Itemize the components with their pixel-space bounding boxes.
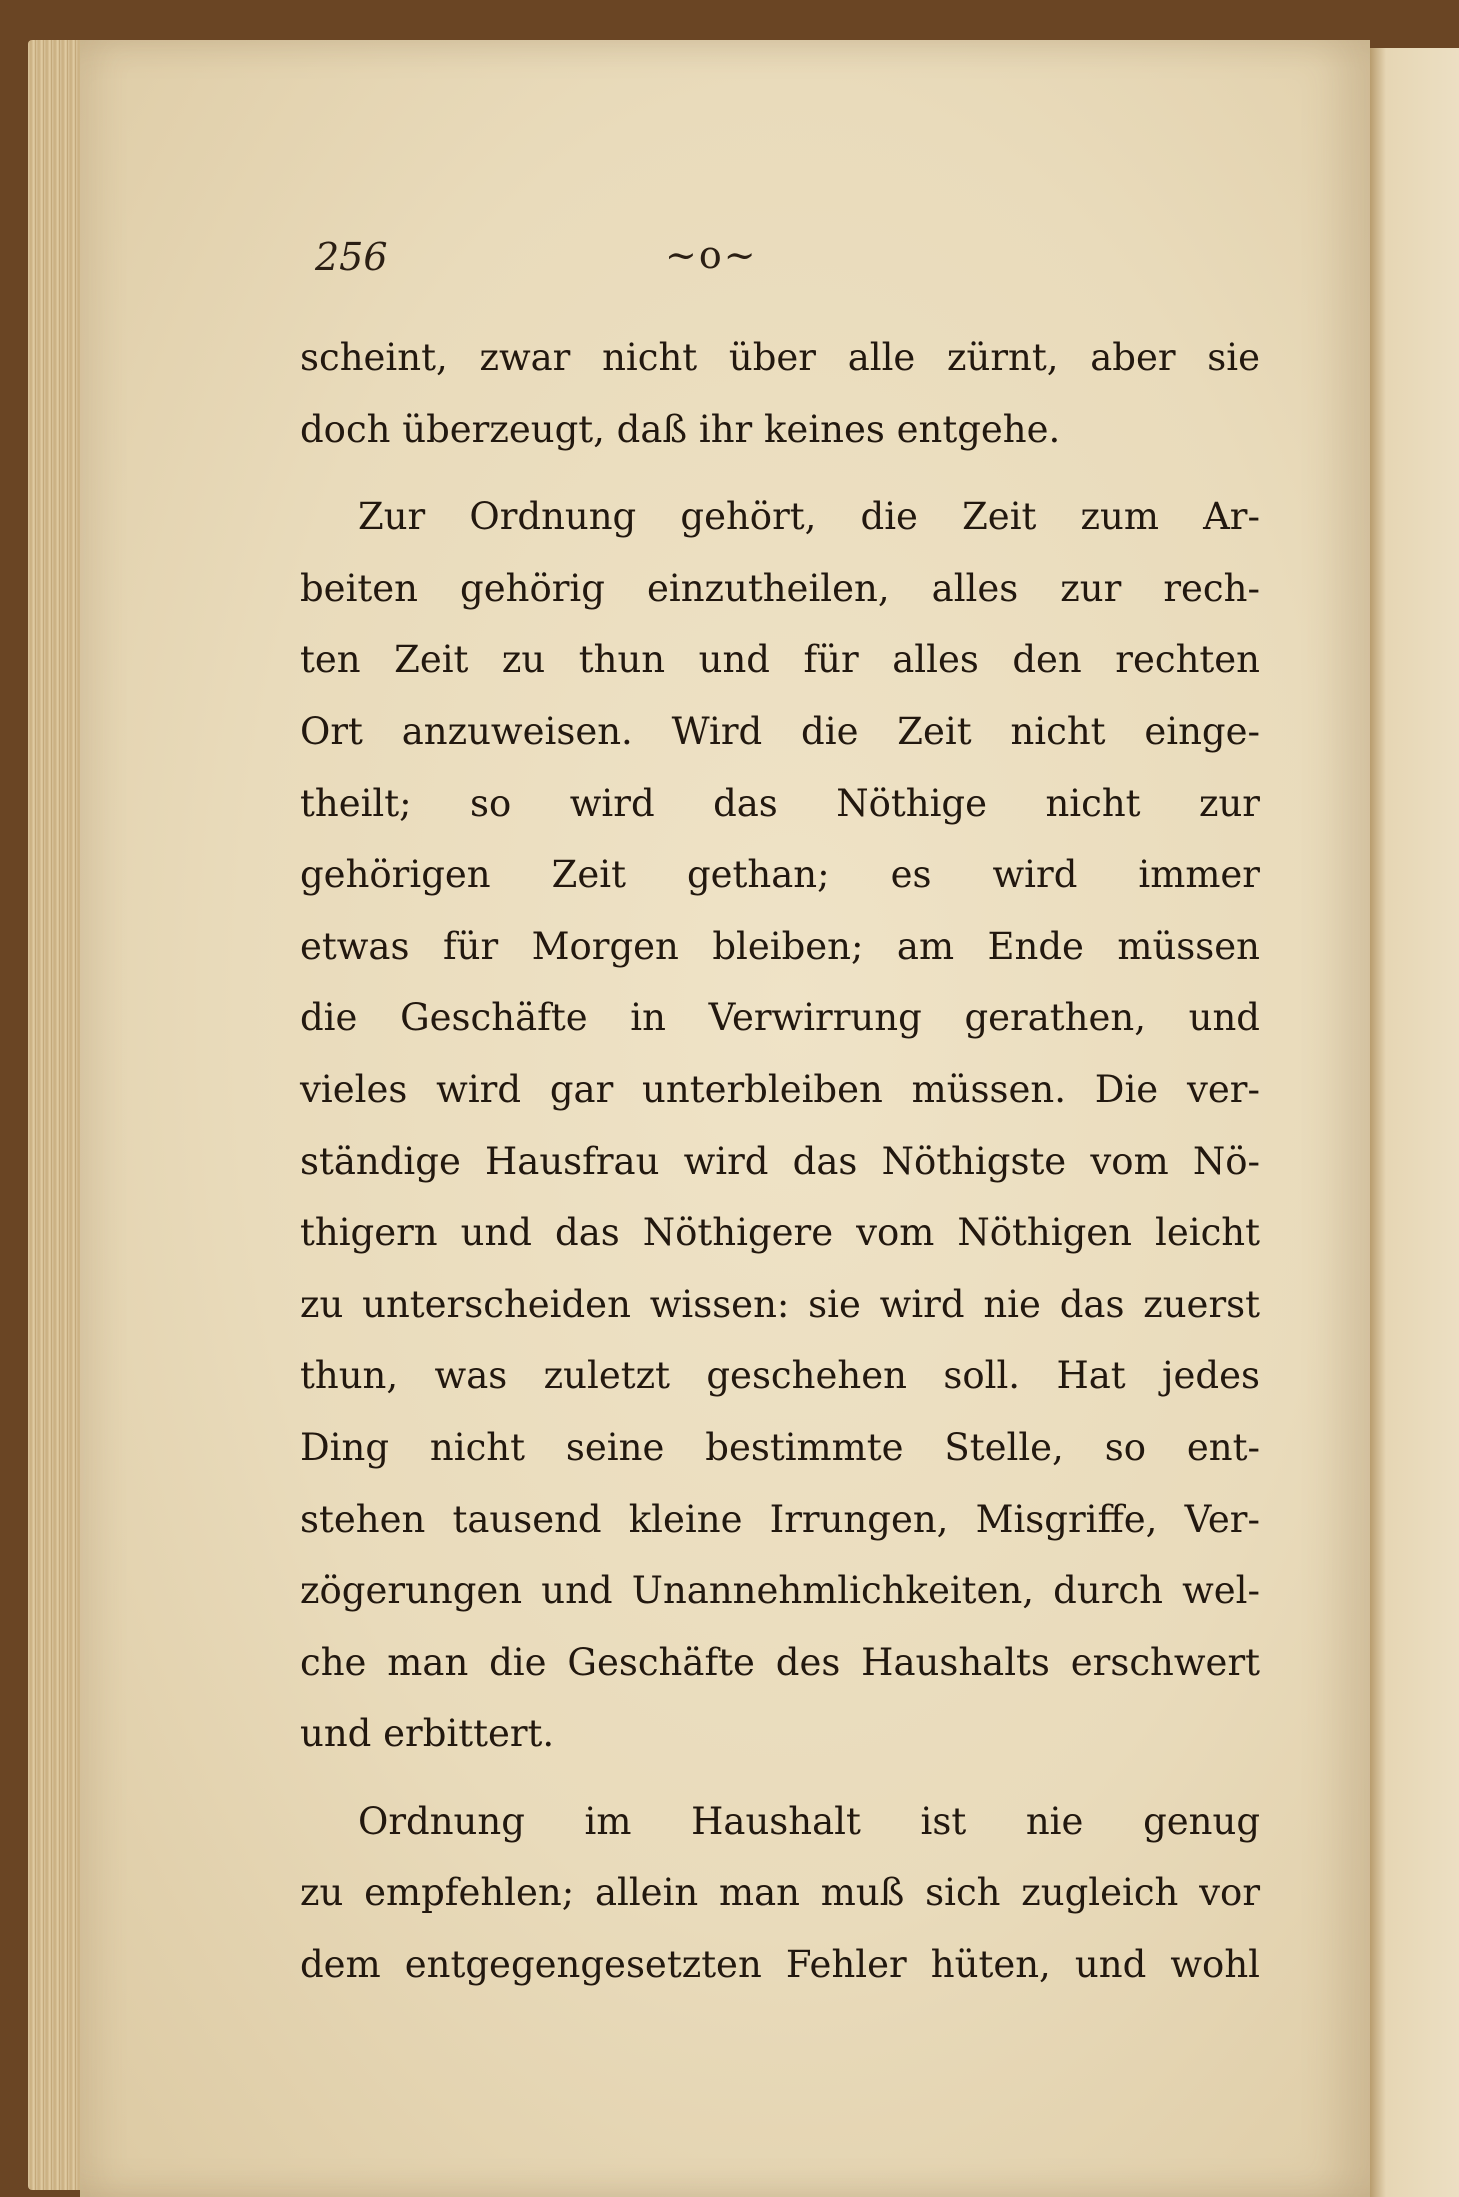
text-line: ständige Hausfrau wird das Nöthigste vom Nö- [300, 1139, 1260, 1183]
text-line: vieles wird gar unterbleiben müssen. Die ver- [300, 1067, 1260, 1111]
text-line: beiten gehörig einzutheilen, alles zur rech- [300, 566, 1260, 610]
text-line: Ding nicht seine bestimmte Stelle, so ent- [300, 1425, 1260, 1469]
text-line: doch überzeugt, daß ihr keines entgehe. [300, 407, 1061, 451]
text-line: zu unterscheiden wissen: sie wird nie das zuerst [300, 1282, 1260, 1326]
text-line: thigern und das Nöthigere vom Nöthigen leicht [300, 1211, 1260, 1255]
text-line: ten Zeit zu thun und für alles den rechten [300, 638, 1260, 682]
text-line: dem entgegengesetzten Fehler hüten, und wohl [300, 1943, 1260, 1987]
header-ornament: ~o~ [665, 233, 758, 277]
paragraph-3 [300, 1786, 1260, 2001]
text-line: und erbittert. [300, 1712, 555, 1756]
text-line: zu empfehlen; allein man muß sich zugleich vor [300, 1871, 1260, 1915]
text-line: stehen tausend kleine Irrungen, Misgriffe, Ver- [300, 1497, 1260, 1541]
page-number: 256 [315, 235, 388, 279]
paragraph-2 [300, 481, 1260, 1770]
text-line: Ordnung im Haushalt ist nie genug [358, 1799, 1260, 1843]
text-line: zögerungen und Unannehmlichkeiten, durch wel- [300, 1569, 1260, 1613]
text-line: die Geschäfte in Verwirrung gerathen, und [300, 996, 1260, 1040]
text-line: gehörigen Zeit gethan; es wird immer [300, 853, 1260, 897]
text-line: theilt; so wird das Nöthige nicht zur [300, 781, 1260, 825]
facing-page-edge [1370, 48, 1459, 2197]
text-line: thun, was zuletzt geschehen soll. Hat jedes [300, 1354, 1260, 1398]
body-text [300, 322, 1260, 2001]
page-header [235, 235, 1195, 295]
text-line: Zur Ordnung gehört, die Zeit zum Ar- [358, 495, 1260, 539]
text-line: scheint, zwar nicht über alle zürnt, aber sie [300, 336, 1260, 379]
text-line: che man die Geschäfte des Haushalts erschwert [300, 1640, 1260, 1684]
text-line: Ort anzuweisen. Wird die Zeit nicht einge- [300, 709, 1260, 753]
paragraph-1 [300, 322, 1260, 465]
text-line: etwas für Morgen bleiben; am Ende müssen [300, 924, 1260, 968]
